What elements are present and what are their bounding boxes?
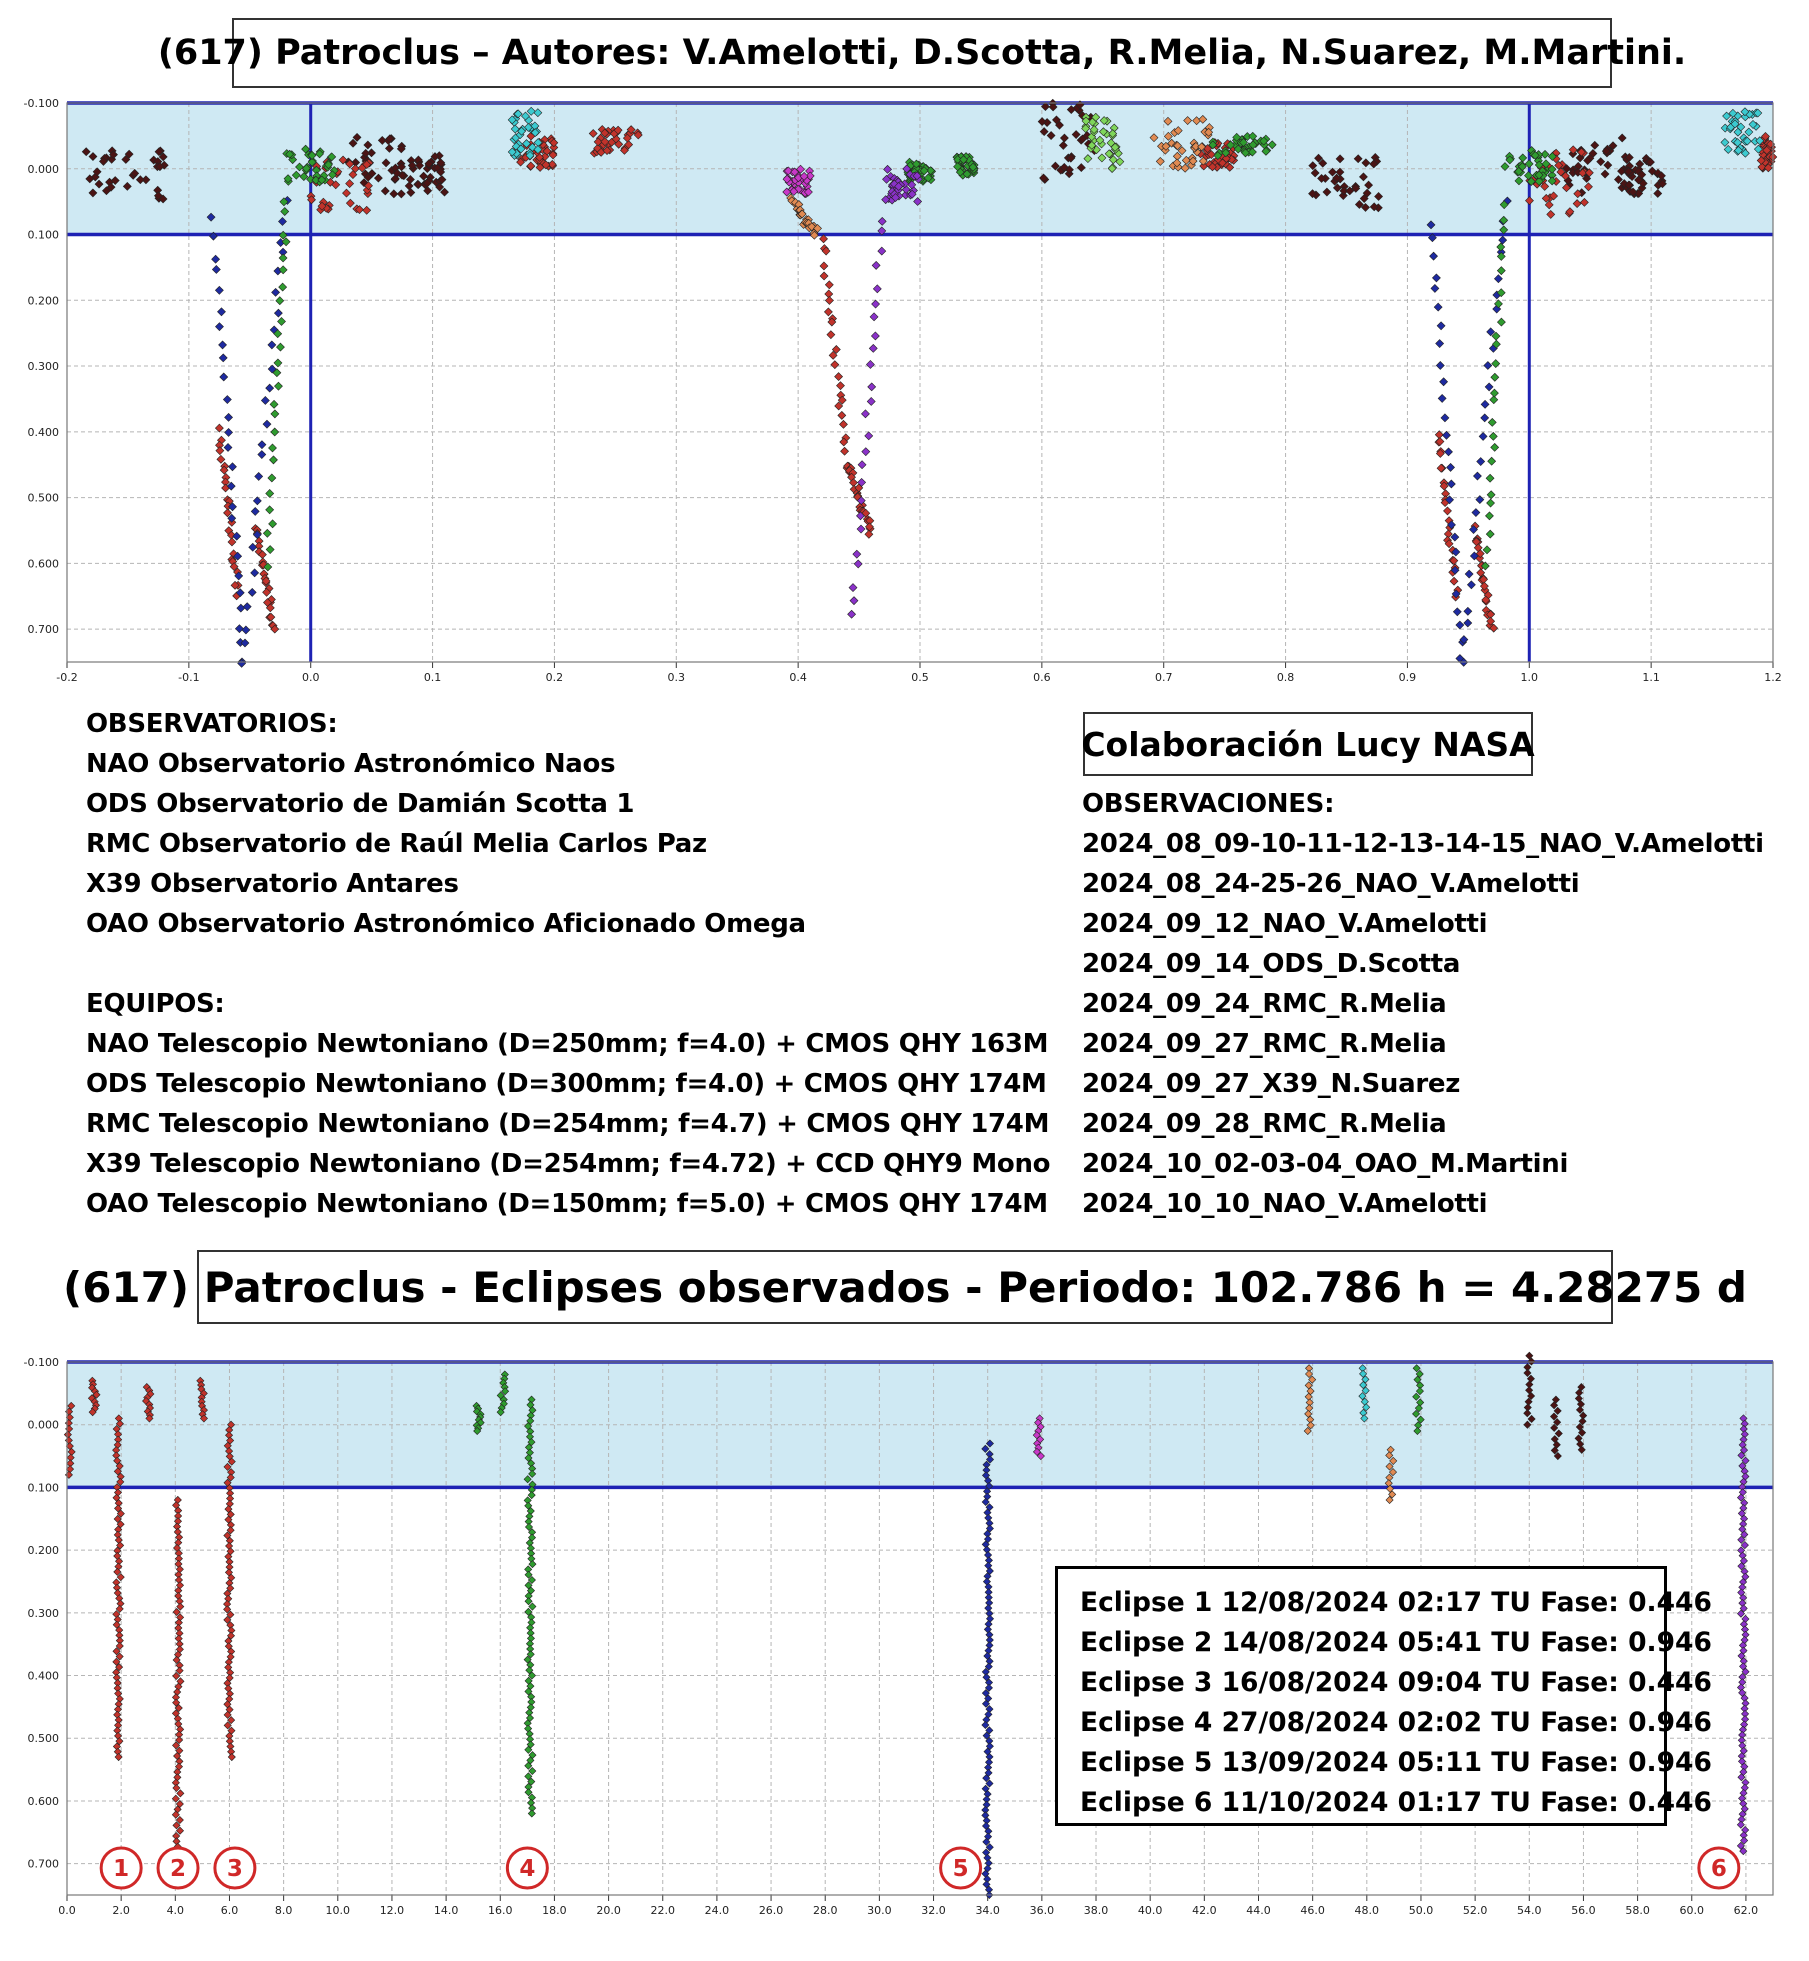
y-tick-label: 0.300 xyxy=(27,1606,59,1620)
y-tick-label: 0.200 xyxy=(27,1544,59,1558)
x-tick-label: 20.0 xyxy=(596,1904,621,1917)
x-tick-label: 0.7 xyxy=(1154,671,1173,684)
observations-panel xyxy=(1082,784,1764,1224)
x-tick-label: 6.0 xyxy=(220,1904,239,1917)
observatorio-line: RMC Observatorio de Raúl Melia Carlos Paz xyxy=(86,829,707,859)
equipos-header: EQUIPOS: xyxy=(86,989,225,1019)
x-tick-label: 10.0 xyxy=(325,1904,351,1917)
x-tick-label: 0.3 xyxy=(667,671,686,684)
observacion-line: 2024_09_24_RMC_R.Melia xyxy=(1082,989,1447,1019)
x-tick-label: 62.0 xyxy=(1733,1904,1759,1917)
x-tick-label: 60.0 xyxy=(1679,1904,1705,1917)
x-tick-label: 2.0 xyxy=(112,1904,130,1917)
x-tick-label: 32.0 xyxy=(921,1904,946,1917)
x-tick-label: 34.0 xyxy=(975,1904,1000,1917)
observatorio-line: OAO Observatorio Astronómico Aficionado Omega xyxy=(86,909,806,939)
y-tick-label: 0.500 xyxy=(27,1732,59,1746)
x-tick-label: 52.0 xyxy=(1462,1904,1488,1917)
eclipse-entry: Eclipse 2 14/08/2024 05:41 TU Fase: 0.946 xyxy=(1080,1627,1712,1658)
eclipse-entry: Eclipse 1 12/08/2024 02:17 TU Fase: 0.446 xyxy=(1080,1587,1712,1618)
x-tick-label: 1.0 xyxy=(1520,671,1539,684)
observacion-line: 2024_10_02-03-04_OAO_M.Martini xyxy=(1082,1149,1569,1179)
collaboration-label: Colaboración Lucy NASA xyxy=(1083,712,1533,776)
y-tick-label: 0.600 xyxy=(27,557,59,571)
observacion-line: 2024_10_10_NAO_V.Amelotti xyxy=(1082,1189,1488,1219)
x-tick-label: 1.2 xyxy=(1764,671,1782,684)
eclipse-marker-label: 3 xyxy=(226,1856,243,1882)
observatories-equipment-panel xyxy=(86,704,1050,1224)
equipo-line: OAO Telescopio Newtoniano (D=150mm; f=5.0) + CMOS QHY 174M xyxy=(86,1189,1048,1219)
x-tick-label: 22.0 xyxy=(650,1904,675,1917)
eclipse-marker-label: 2 xyxy=(170,1856,187,1882)
observacion-line: 2024_09_27_X39_N.Suarez xyxy=(1082,1069,1461,1099)
x-tick-label: 36.0 xyxy=(1029,1904,1055,1917)
x-tick-label: 44.0 xyxy=(1246,1904,1271,1917)
x-tick-label: 14.0 xyxy=(433,1904,459,1917)
y-tick-label: 0.400 xyxy=(27,425,59,439)
observacion-line: 2024_09_28_RMC_R.Melia xyxy=(1082,1109,1447,1139)
x-tick-label: 1.1 xyxy=(1642,671,1660,684)
eclipse-entry: Eclipse 6 11/10/2024 01:17 TU Fase: 0.446 xyxy=(1080,1787,1712,1818)
x-tick-label: 46.0 xyxy=(1300,1904,1325,1917)
eclipse-marker-label: 1 xyxy=(113,1856,130,1882)
x-tick-label: 0.0 xyxy=(58,1904,76,1917)
x-tick-label: 26.0 xyxy=(758,1904,784,1917)
spacer xyxy=(86,944,1050,984)
x-tick-label: 28.0 xyxy=(812,1904,838,1917)
x-tick-label: 12.0 xyxy=(379,1904,405,1917)
x-tick-label: 42.0 xyxy=(1192,1904,1217,1917)
observaciones-header: OBSERVACIONES: xyxy=(1082,789,1335,819)
x-tick-label: 58.0 xyxy=(1625,1904,1650,1917)
observatorio-line: ODS Observatorio de Damián Scotta 1 xyxy=(86,789,635,819)
x-tick-label: 48.0 xyxy=(1354,1904,1380,1917)
observacion-line: 2024_09_27_RMC_R.Melia xyxy=(1082,1029,1447,1059)
x-tick-label: 0.2 xyxy=(545,671,564,684)
observatorio-line: NAO Observatorio Astronómico Naos xyxy=(86,749,616,779)
x-tick-label: 0.0 xyxy=(301,671,320,684)
x-tick-label: 0.6 xyxy=(1033,671,1051,684)
observacion-line: 2024_08_09-10-11-12-13-14-15_NAO_V.Amelotti xyxy=(1082,829,1764,859)
bottom-chart-title: (617) Patroclus - Eclipses observados - Periodo: 102.786 h = 4.28275 d xyxy=(197,1250,1613,1324)
y-tick-label: 0.100 xyxy=(27,228,59,242)
y-tick-label: -0.100 xyxy=(23,1356,59,1369)
eclipse-list-box xyxy=(1055,1566,1712,1826)
x-tick-label: 4.0 xyxy=(166,1904,185,1917)
y-tick-label: 0.400 xyxy=(27,1669,59,1683)
eclipse-entry: Eclipse 3 16/08/2024 09:04 TU Fase: 0.446 xyxy=(1080,1667,1712,1698)
y-tick-label: 0.000 xyxy=(27,162,59,176)
eclipse-entry: Eclipse 4 27/08/2024 02:02 TU Fase: 0.946 xyxy=(1080,1707,1712,1738)
x-tick-label: 50.0 xyxy=(1408,1904,1434,1917)
x-tick-label: 0.5 xyxy=(911,671,929,684)
equipo-line: ODS Telescopio Newtoniano (D=300mm; f=4.0) + CMOS QHY 174M xyxy=(86,1069,1047,1099)
x-tick-label: 56.0 xyxy=(1571,1904,1596,1917)
x-tick-label: 54.0 xyxy=(1517,1904,1542,1917)
eclipse-marker-label: 5 xyxy=(952,1856,969,1882)
y-tick-label: 0.200 xyxy=(27,294,59,308)
y-tick-label: 0.100 xyxy=(27,1481,59,1495)
x-tick-label: 24.0 xyxy=(704,1904,730,1917)
x-tick-label: 8.0 xyxy=(274,1904,293,1917)
y-tick-label: 0.700 xyxy=(27,623,59,637)
x-tick-label: 0.1 xyxy=(423,671,442,684)
observatorio-line: X39 Observatorio Antares xyxy=(86,869,459,899)
x-tick-label: 0.8 xyxy=(1276,671,1295,684)
x-tick-label: 38.0 xyxy=(1083,1904,1109,1917)
y-tick-label: 0.300 xyxy=(27,360,59,374)
observacion-line: 2024_09_12_NAO_V.Amelotti xyxy=(1082,909,1488,939)
y-tick-label: -0.100 xyxy=(23,97,59,110)
y-tick-label: 0.600 xyxy=(27,1794,59,1808)
x-tick-label: 18.0 xyxy=(542,1904,567,1917)
equipo-line: NAO Telescopio Newtoniano (D=250mm; f=4.0) + CMOS QHY 163M xyxy=(86,1029,1049,1059)
equipo-line: X39 Telescopio Newtoniano (D=254mm; f=4.72) + CCD QHY9 Mono xyxy=(86,1149,1051,1179)
y-tick-label: 0.700 xyxy=(27,1857,59,1871)
x-tick-label: -0.1 xyxy=(178,671,200,684)
light-curve-phase-chart xyxy=(0,0,1809,700)
x-tick-label: 40.0 xyxy=(1137,1904,1163,1917)
eclipse-marker-label: 4 xyxy=(519,1856,536,1882)
eclipse-entry: Eclipse 5 13/09/2024 05:11 TU Fase: 0.946 xyxy=(1080,1747,1712,1778)
observacion-line: 2024_08_24-25-26_NAO_V.Amelotti xyxy=(1082,869,1580,899)
top-chart-title: (617) Patroclus – Autores: V.Amelotti, D.Scotta, R.Melia, N.Suarez, M.Martini. xyxy=(232,18,1612,88)
y-tick-label: 0.000 xyxy=(27,1418,59,1432)
x-tick-label: 16.0 xyxy=(488,1904,513,1917)
observatorios-header: OBSERVATORIOS: xyxy=(86,709,338,739)
x-tick-label: -0.2 xyxy=(56,671,78,684)
eclipse-marker-label: 6 xyxy=(1710,1856,1727,1882)
equipo-line: RMC Telescopio Newtoniano (D=254mm; f=4.7) + CMOS QHY 174M xyxy=(86,1109,1050,1139)
x-tick-label: 0.4 xyxy=(789,671,807,684)
x-tick-label: 30.0 xyxy=(867,1904,892,1917)
x-tick-label: 0.9 xyxy=(1398,671,1417,684)
observacion-line: 2024_09_14_ODS_D.Scotta xyxy=(1082,949,1461,979)
y-tick-label: 0.500 xyxy=(27,491,59,505)
